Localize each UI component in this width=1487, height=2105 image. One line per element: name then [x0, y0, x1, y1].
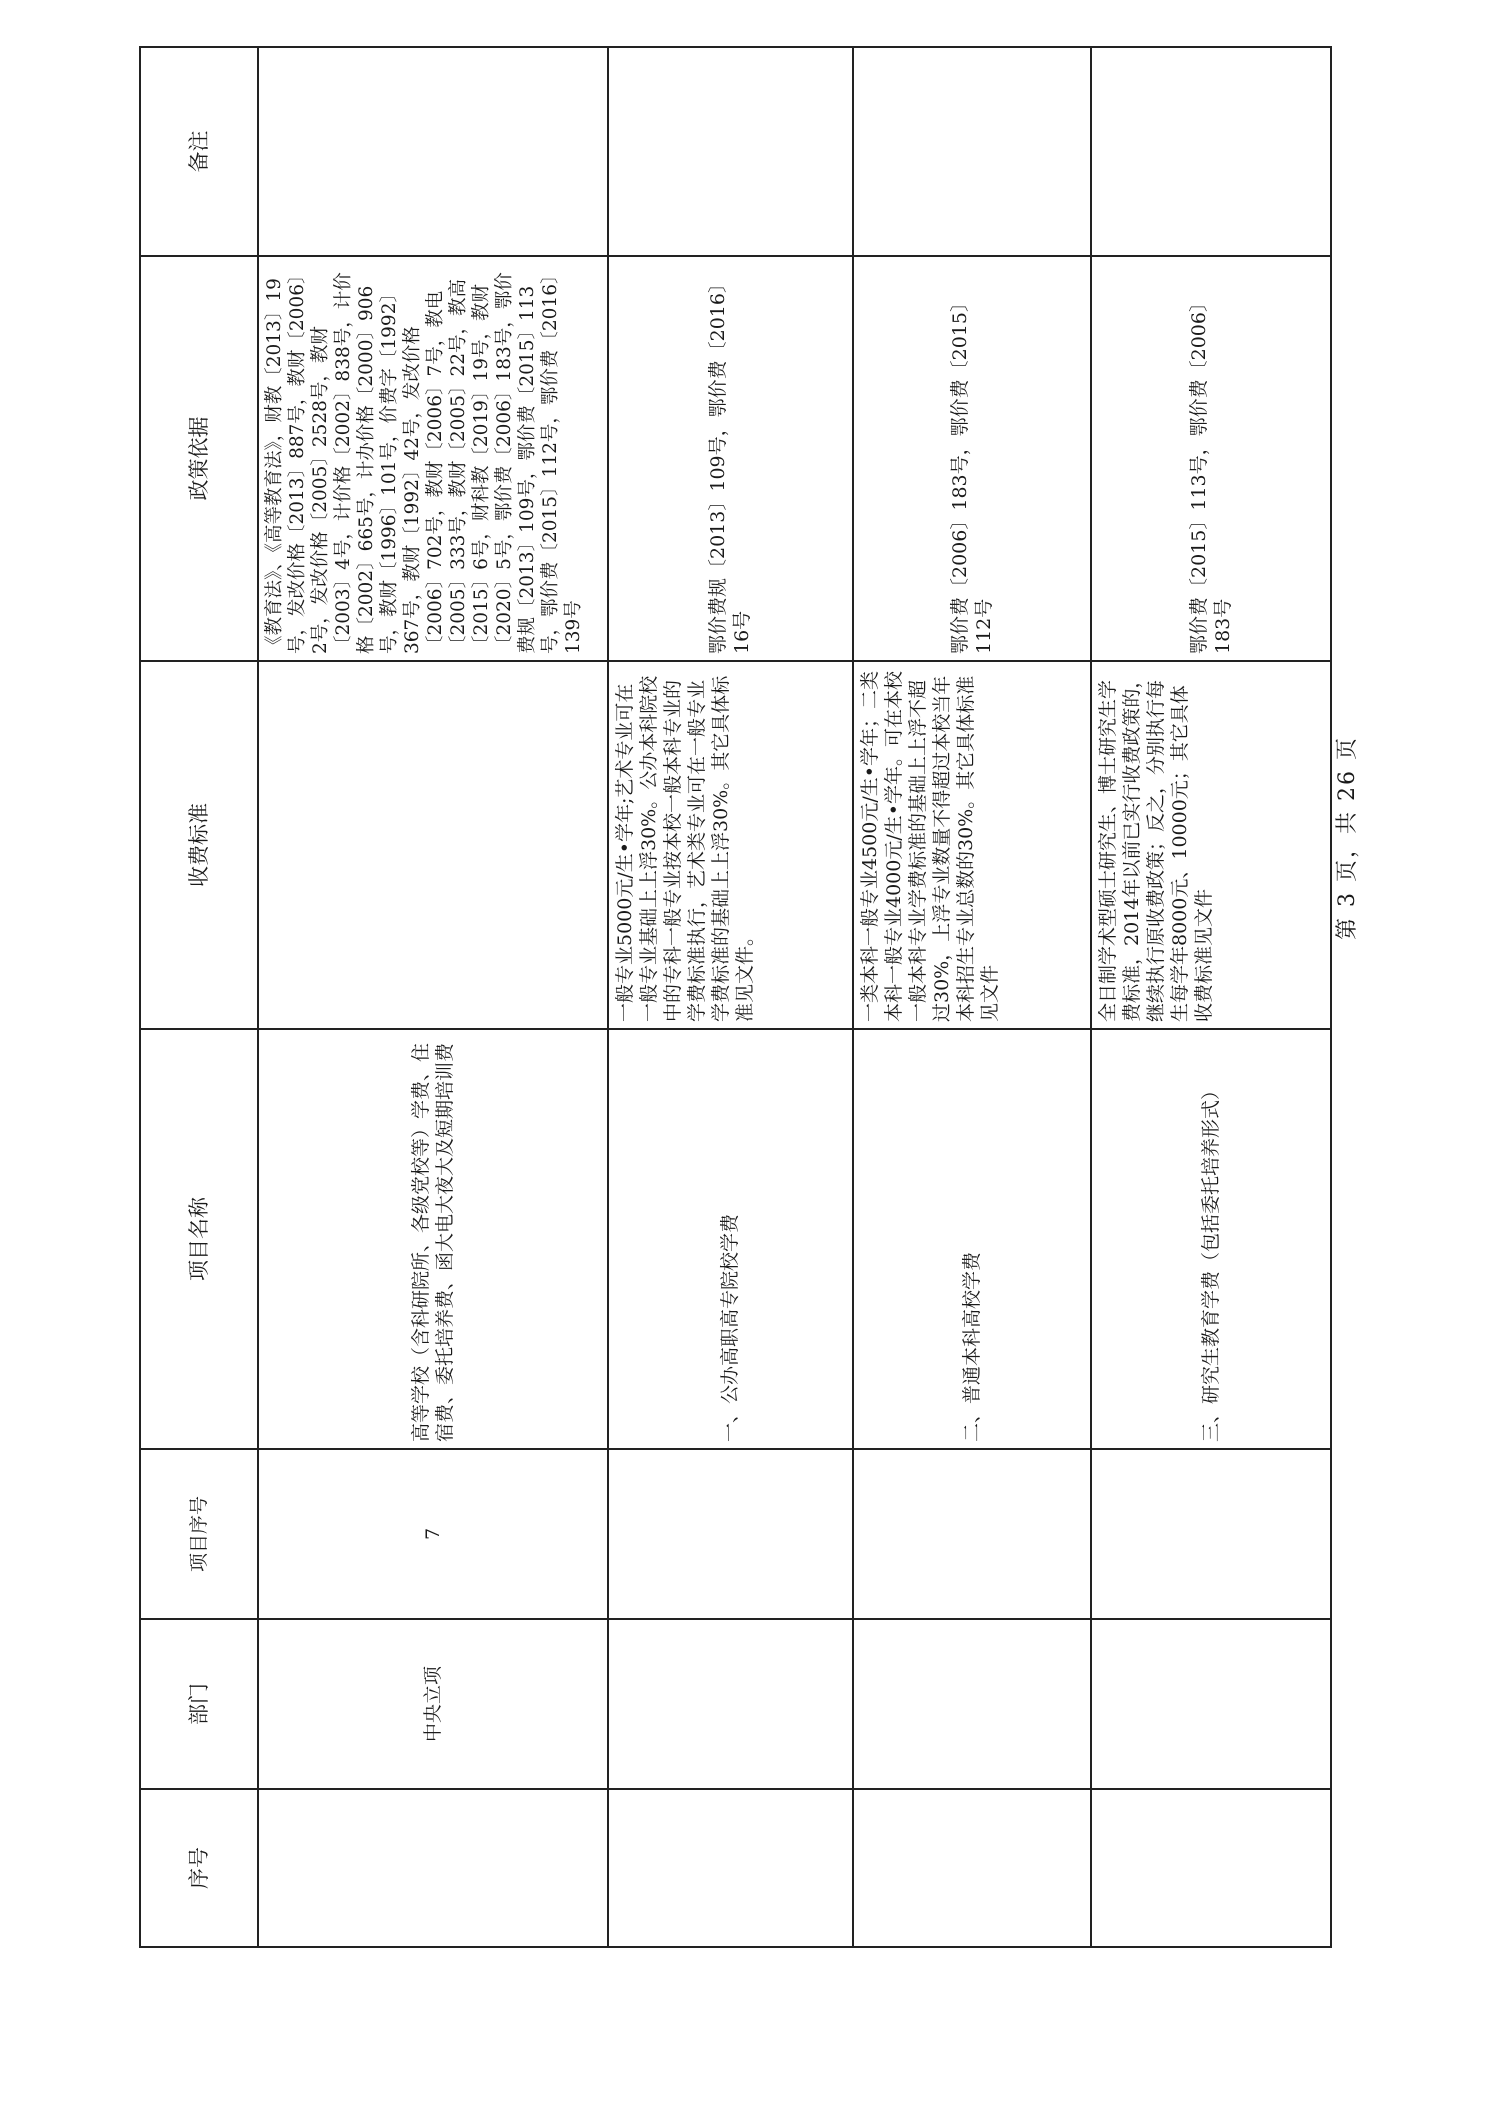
cell-dept: 中央立项 [258, 1619, 608, 1789]
cell-fee-standard: 一般专业5000元/生•学年;艺术专业可在一般专业基础上上浮30%。公办本科院校中的专科一般专业按本校一般本科专业的学费标准执行，艺术类专业可在一般专业学费标准的基础上上浮30%。其它具体标准见文件。 [608, 661, 852, 1029]
header-row [140, 47, 258, 1947]
page-number-footer: 第 3 页，共 26 页 [1335, 736, 1360, 940]
cell-item-seq: 7 [258, 1449, 608, 1619]
cell-seq [853, 1789, 1091, 1947]
cell-policy: 鄂价费〔2015〕113号，鄂价费〔2006〕183号 [1091, 256, 1331, 661]
table-row [258, 47, 608, 1947]
header-fee-standard: 收费标准 [140, 661, 258, 1029]
cell-seq [608, 1789, 852, 1947]
cell-item-name: 二、普通本科高校学费 [853, 1029, 1091, 1449]
cell-item-seq [608, 1449, 852, 1619]
header-remark: 备注 [140, 47, 258, 256]
cell-fee-standard [258, 661, 608, 1029]
table-row [608, 47, 852, 1947]
header-seq: 序号 [140, 1789, 258, 1947]
header-item-name: 项目名称 [140, 1029, 258, 1449]
cell-dept [608, 1619, 852, 1789]
cell-remark [608, 47, 852, 256]
cell-fee-standard: 一类本科一般专业4500元/生•学年；二类本科一般专业4000元/生•学年。可在本校一般本科专业学费标准的基础上上浮不超过30%，上浮专业数量不得超过本校当年本科招生专业总数的30%。其它具体标准见文件 [853, 661, 1091, 1029]
cell-fee-standard: 全日制学术型硕士研究生、博士研究生学费标准，2014年以前已实行收费政策的，继续执行原收费政策；反之，分别执行每生每学年8000元、10000元；其它具体收费标准见文件 [1091, 661, 1331, 1029]
fee-table [139, 46, 1332, 1948]
cell-item-seq [1091, 1449, 1331, 1619]
table-row [853, 47, 1091, 1947]
cell-seq [258, 1789, 608, 1947]
cell-item-name: 三、研究生教育学费（包括委托培养形式） [1091, 1029, 1331, 1449]
cell-policy: 鄂价费〔2006〕183号，鄂价费〔2015〕112号 [853, 256, 1091, 661]
cell-seq [1091, 1789, 1331, 1947]
cell-remark [853, 47, 1091, 256]
cell-item-seq [853, 1449, 1091, 1619]
header-policy: 政策依据 [140, 256, 258, 661]
cell-item-name: 高等学校（含科研院所、各级党校等）学费、住宿费、委托培养费、函大电大夜大及短期培训费 [258, 1029, 608, 1449]
table-row [1091, 47, 1331, 1947]
cell-dept [1091, 1619, 1331, 1789]
rotated-fee-table-page [139, 98, 1332, 1948]
cell-policy: 鄂价费规〔2013〕109号，鄂价费〔2016〕16号 [608, 256, 852, 661]
header-item-seq: 项目序号 [140, 1449, 258, 1619]
cell-policy: 《教育法》、《高等教育法》，财教〔2013〕19号，发改价格〔2013〕887号，教财〔2006〕2号，发改价格〔2005〕2528号，教财〔2003〕4号，计价格〔2002〕838号，计价格〔2002〕665号，计办价格〔2000〕906号，教财〔1996〕101号，价费字〔1992〕367号，教财〔1992〕42号，发改价格〔2006〕702号，教财〔2006〕7号，教电〔2005〕333号，教财〔2005〕22号，教高〔2015〕6号，财科教〔2019〕19号，教财〔2020〕5号，鄂价费〔2006〕183号，鄂价费规〔2013〕109号，鄂价费〔2015〕113号，鄂价费〔2015〕112号，鄂价费〔2016〕139号 [258, 256, 608, 661]
cell-remark [258, 47, 608, 256]
header-dept: 部门 [140, 1619, 258, 1789]
cell-dept [853, 1619, 1091, 1789]
cell-item-name: 一、公办高职高专院校学费 [608, 1029, 852, 1449]
cell-remark [1091, 47, 1331, 256]
